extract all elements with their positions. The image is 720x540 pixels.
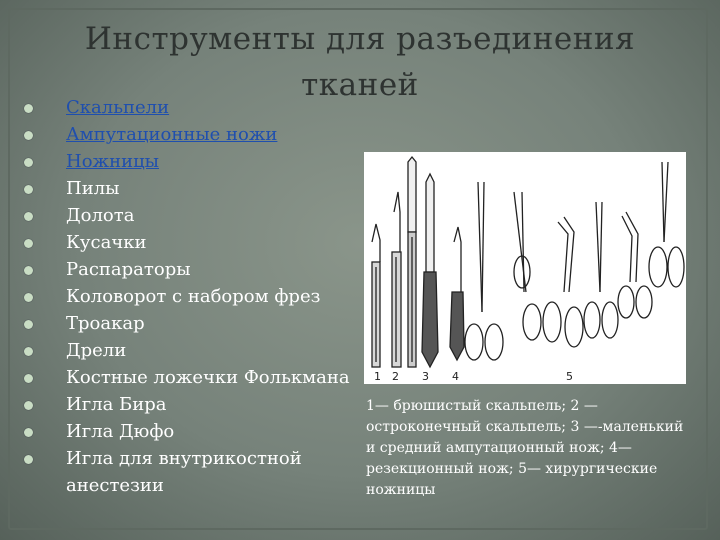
list-item[interactable] [20,121,360,148]
bullet-icon [24,104,33,113]
instrument-list [20,94,360,499]
bullet-icon [24,374,33,383]
list-item [20,391,360,418]
list-item-label: Игла Бира [66,394,167,415]
scissors-straight-icon [465,182,503,360]
list-item [20,202,360,229]
figure-number-3: 3 [422,370,429,383]
title-line-2: тканей [301,67,419,103]
scalpel-belly-icon [372,224,380,367]
list-item-label: Игла для внутрикостной анестезии [66,448,302,496]
list-item [20,418,360,445]
list-item [20,256,360,283]
list-item-label: Дрели [66,340,127,361]
figure-number-1: 1 [374,370,381,383]
list-item-label: Кусачки [66,232,147,253]
list-item [20,364,360,391]
scissors-large-icon [649,162,684,287]
resection-knife-icon [450,227,464,360]
bullet-icon [24,401,33,410]
figure-number-2: 2 [392,370,399,383]
scissors-bent-icon [618,212,652,318]
instruments-illustration [364,152,686,384]
list-item-label: Костные ложечки Фолькмана [66,367,350,388]
scissors-angled-icon [543,217,583,347]
list-item-label: Долота [66,205,135,226]
bullet-icon [24,131,33,140]
list-item-link[interactable]: Ампутационные ножи [66,124,278,145]
scalpel-pointed-icon [392,192,401,367]
amputation-knife-medium-icon [422,174,438,367]
bullet-icon [24,239,33,248]
scissors-curved-icon [514,192,541,340]
instruments-drawing [364,152,686,384]
bullet-icon [24,158,33,167]
amputation-knife-small-icon [408,157,416,367]
list-item [20,175,360,202]
list-item-label: Игла Дюфо [66,421,175,442]
bullet-icon [24,185,33,194]
list-item-label: Распараторы [66,259,191,280]
list-item [20,337,360,364]
bullet-icon [24,347,33,356]
bullet-icon [24,455,33,464]
list-item [20,310,360,337]
scissors-medium-icon [584,202,618,338]
list-item-link[interactable]: Скальпели [66,97,170,118]
list-item-label: Троакар [66,313,145,334]
list-item [20,445,360,499]
figure-number-4: 4 [452,370,459,383]
list-item-label: Пилы [66,178,120,199]
title-line-1: Инструменты для разъединения [84,21,636,57]
list-item [20,283,360,310]
list-item-link[interactable]: Ножницы [66,151,159,172]
bullet-icon [24,212,33,221]
bullet-icon [24,428,33,437]
list-item-label: Коловорот с набором фрез [66,286,321,307]
bullet-icon [24,320,33,329]
bullet-icon [24,266,33,275]
bullet-icon [24,293,33,302]
figure-caption: 1— брюшистый скальпель; 2 — остроконечный скальпель; 3 —-маленький и средний ампутационный нож; 4— резекционный нож; 5— хирургические ножницы [366,398,684,498]
list-item[interactable] [20,148,360,175]
list-item [20,229,360,256]
figure-number-5: 5 [566,370,573,383]
list-item[interactable] [20,94,360,121]
